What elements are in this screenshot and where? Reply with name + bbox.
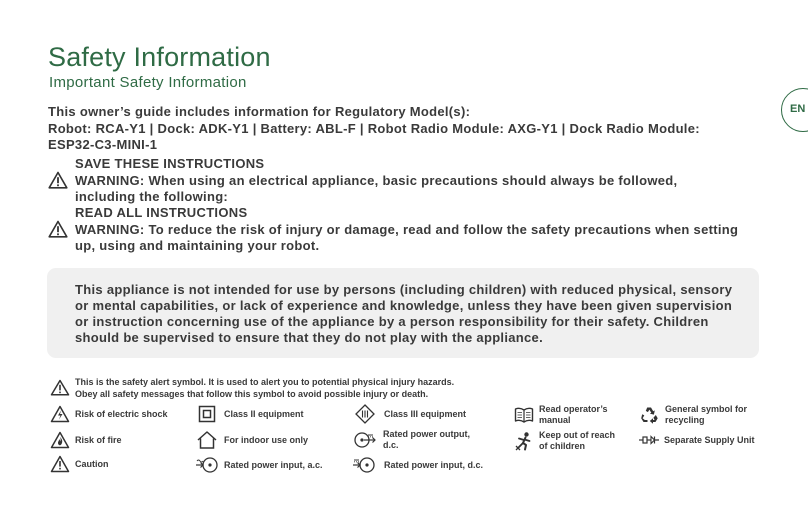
- warning-text-1a: WARNING: When using an electrical appliance, basic precautions should always be followed,: [75, 173, 678, 188]
- class-iii-icon: [354, 404, 376, 424]
- legend-caution: [50, 455, 109, 473]
- legend-label: Risk of electric shock: [75, 408, 168, 419]
- recycling-icon: [639, 405, 659, 425]
- legend-label: Caution: [75, 458, 109, 469]
- intro-line: This owner’s guide includes information for Regulatory Model(s):: [48, 104, 471, 119]
- electric-shock-icon: [50, 405, 70, 423]
- legend-recycling: [639, 404, 747, 425]
- warning-text-2a: WARNING: To reduce the risk of injury or damage, read and follow the safety precautions when setting: [75, 222, 739, 237]
- supervision-notice: [47, 268, 759, 358]
- warning-text-1b: including the following:: [75, 189, 229, 204]
- intro-line: Robot: RCA-Y1 | Dock: ADK-Y1 | Battery: ABL-F | Robot Radio Module: AXG-Y1 | Dock Radio Module:: [48, 120, 700, 136]
- warning-triangle-icon: [48, 220, 68, 238]
- legend-input-ac: [195, 456, 323, 474]
- notice-line: should be supervised to ensure that they do not play with the appliance.: [75, 330, 543, 345]
- warning-triangle-icon: [48, 171, 68, 189]
- legend-intro-line: Obey all safety messages that follow this symbol to avoid possible injury or death.: [75, 388, 429, 399]
- legend-label: Rated power input, a.c.: [224, 459, 323, 470]
- legend-label-line: General symbol for: [665, 404, 748, 414]
- save-instructions: SAVE THESE INSTRUCTIONS: [75, 156, 265, 171]
- legend-electric-shock: [50, 405, 168, 423]
- keep-away-from-children-icon: [514, 431, 534, 451]
- page-subtitle: Important Safety Information: [49, 74, 247, 91]
- caution-icon: [50, 455, 70, 473]
- legend-label: [383, 429, 470, 450]
- notice-line: or instruction concerning use of the appliance by a person responsibility for their safety. Children: [75, 314, 709, 329]
- class-ii-icon: [198, 405, 216, 423]
- operator-manual-book-icon: [514, 406, 534, 424]
- legend-label: Separate Supply Unit: [664, 434, 755, 445]
- legend-intro: [75, 377, 454, 400]
- legend-indoor: [196, 430, 308, 450]
- read-all-instructions: READ ALL INSTRUCTIONS: [75, 205, 248, 220]
- legend-label: Rated power input, d.c.: [384, 459, 484, 470]
- legend-label-line: Keep out of reach: [539, 430, 616, 440]
- legend-class-iii: [354, 404, 466, 424]
- legend-label-line: manual: [539, 414, 571, 425]
- fire-icon: [50, 431, 70, 449]
- language-badge[interactable]: EN: [781, 88, 808, 132]
- legend-fire: [50, 431, 122, 449]
- legend-label-line: d.c.: [383, 439, 399, 450]
- separate-supply-unit-icon: [638, 434, 660, 446]
- legend-separate-supply: [638, 434, 755, 446]
- safety-alert-icon: [50, 379, 70, 396]
- legend-label: [539, 430, 615, 451]
- legend-manual: [514, 404, 608, 425]
- legend-label-line: recycling: [665, 414, 705, 425]
- regulatory-intro: [48, 104, 748, 154]
- legend-label: For indoor use only: [224, 434, 309, 445]
- legend-children: [514, 430, 615, 451]
- legend-label: [665, 404, 747, 425]
- power-input-ac-icon: [195, 456, 219, 474]
- power-input-dc-icon: [352, 456, 376, 474]
- legend-label: Class III equipment: [384, 408, 467, 419]
- legend-output-dc: [352, 429, 470, 450]
- legend-class-ii: [198, 405, 304, 423]
- indoor-house-icon: [196, 430, 218, 450]
- power-output-dc-icon: [352, 430, 376, 450]
- legend-label-line: Read operator’s: [539, 404, 608, 414]
- legend-label-line: Rated power output,: [383, 429, 470, 439]
- notice-line: or mental capabilities, or lack of experience and knowledge, unless they have been given supervision: [75, 298, 733, 313]
- legend-label: Risk of fire: [75, 434, 122, 445]
- legend-label: [539, 404, 608, 425]
- legend-intro-line: This is the safety alert symbol. It is used to alert you to potential physical injury hazards.: [75, 377, 455, 387]
- legend-label-line: of children: [539, 440, 586, 451]
- page-title: Safety Information: [48, 42, 271, 72]
- notice-line: This appliance is not intended for use by persons (including children) with reduced physical, sensory: [75, 282, 733, 297]
- legend-input-dc: [352, 456, 483, 474]
- intro-line: ESP32-C3-MINI-1: [48, 137, 158, 152]
- legend-label: Class II equipment: [224, 408, 304, 419]
- warning-text-2b: up, using and maintaining your robot.: [75, 238, 320, 253]
